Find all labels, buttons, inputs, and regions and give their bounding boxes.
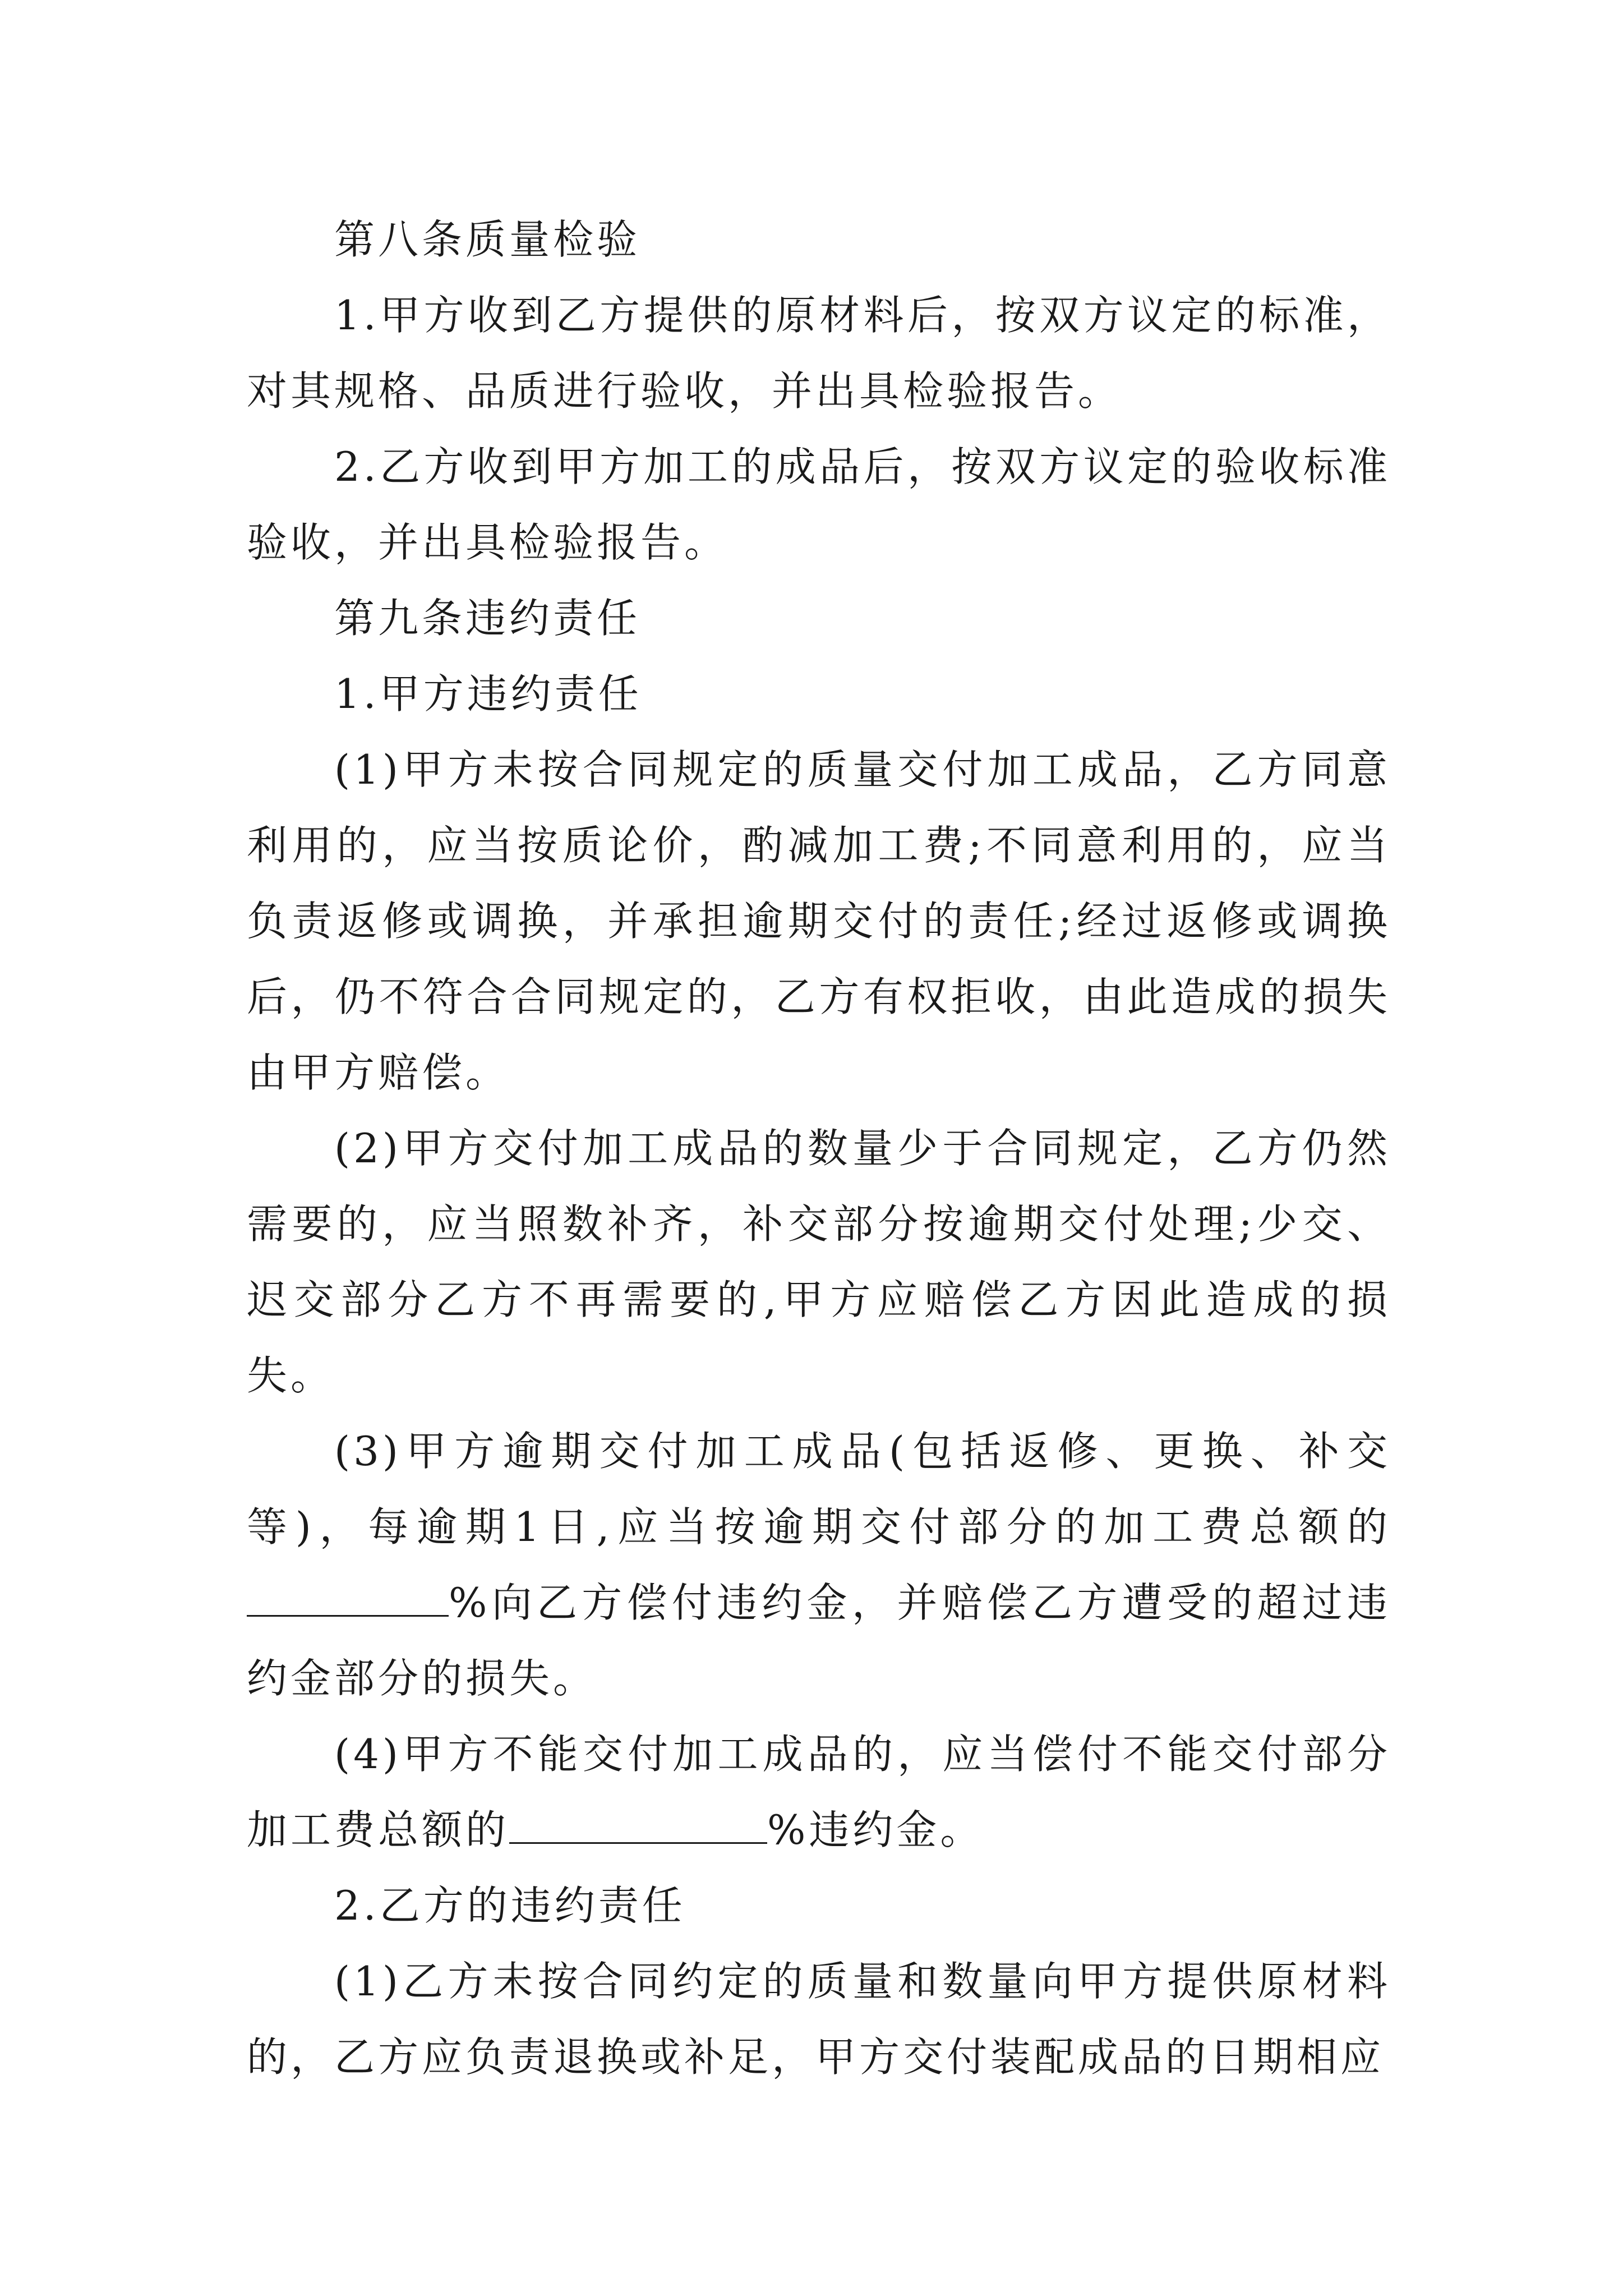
paragraph-party-a-inspection: 1.甲方收到乙方提供的原材料后，按双方议定的标准，对其规格、品质进行验收，并出具检验报告。 — [247, 292, 1391, 415]
non-delivery-text-after: %违约金。 — [767, 1806, 984, 1853]
section-heading-quality-inspection: 第八条质量检验 — [334, 216, 641, 263]
non-delivery-text-before: (4)甲方不能交付加工成品的，应当偿付不能交付部分加工费总额的 — [247, 1731, 1391, 1853]
paragraph-late-delivery — [247, 1414, 1391, 1717]
non-delivery-rate-blank[interactable] — [509, 1803, 767, 1844]
paragraph-party-b-inspection: 2.乙方收到甲方加工的成品后，按双方议定的验收标准验收，并出具检验报告。 — [247, 443, 1391, 566]
section-heading-liability: 第九条违约责任 — [334, 595, 641, 642]
document-body — [247, 202, 1391, 2095]
subheading-party-b-liability: 2.乙方的违约责任 — [334, 1882, 686, 1929]
subheading-party-a-liability: 1.甲方违约责任 — [334, 670, 642, 717]
paragraph-quantity-default: (2)甲方交付加工成品的数量少于合同规定，乙方仍然需要的，应当照数补齐，补交部分按逾期交付处理;少交、迟交部分乙方不再需要的,甲方应赔偿乙方因此造成的损失。 — [247, 1125, 1391, 1399]
penalty-rate-blank[interactable] — [247, 1576, 449, 1617]
paragraph-non-delivery — [247, 1717, 1391, 1868]
paragraph-party-b-material-default: (1)乙方未按合同约定的质量和数量向甲方提供原材料的，乙方应负责退换或补足，甲方交付装配成品的日期相应 — [247, 1958, 1391, 2081]
late-delivery-text-after: %向乙方偿付违约金，并赔偿乙方遭受的超过违约金部分的损失。 — [247, 1579, 1391, 1702]
paragraph-quality-default: (1)甲方未按合同规定的质量交付加工成品，乙方同意利用的，应当按质论价，酌减加工费;不同意利用的，应当负责返修或调换，并承担逾期交付的责任;经过返修或调换后，仍不符合合同规定的，乙方有权拒收，由此造成的损失由甲方赔偿。 — [247, 746, 1391, 1096]
late-delivery-text-before: (3)甲方逾期交付加工成品(包括返修、更换、补交等)，每逾期1日,应当按逾期交付部分的加工费总额的 — [247, 1428, 1391, 1550]
